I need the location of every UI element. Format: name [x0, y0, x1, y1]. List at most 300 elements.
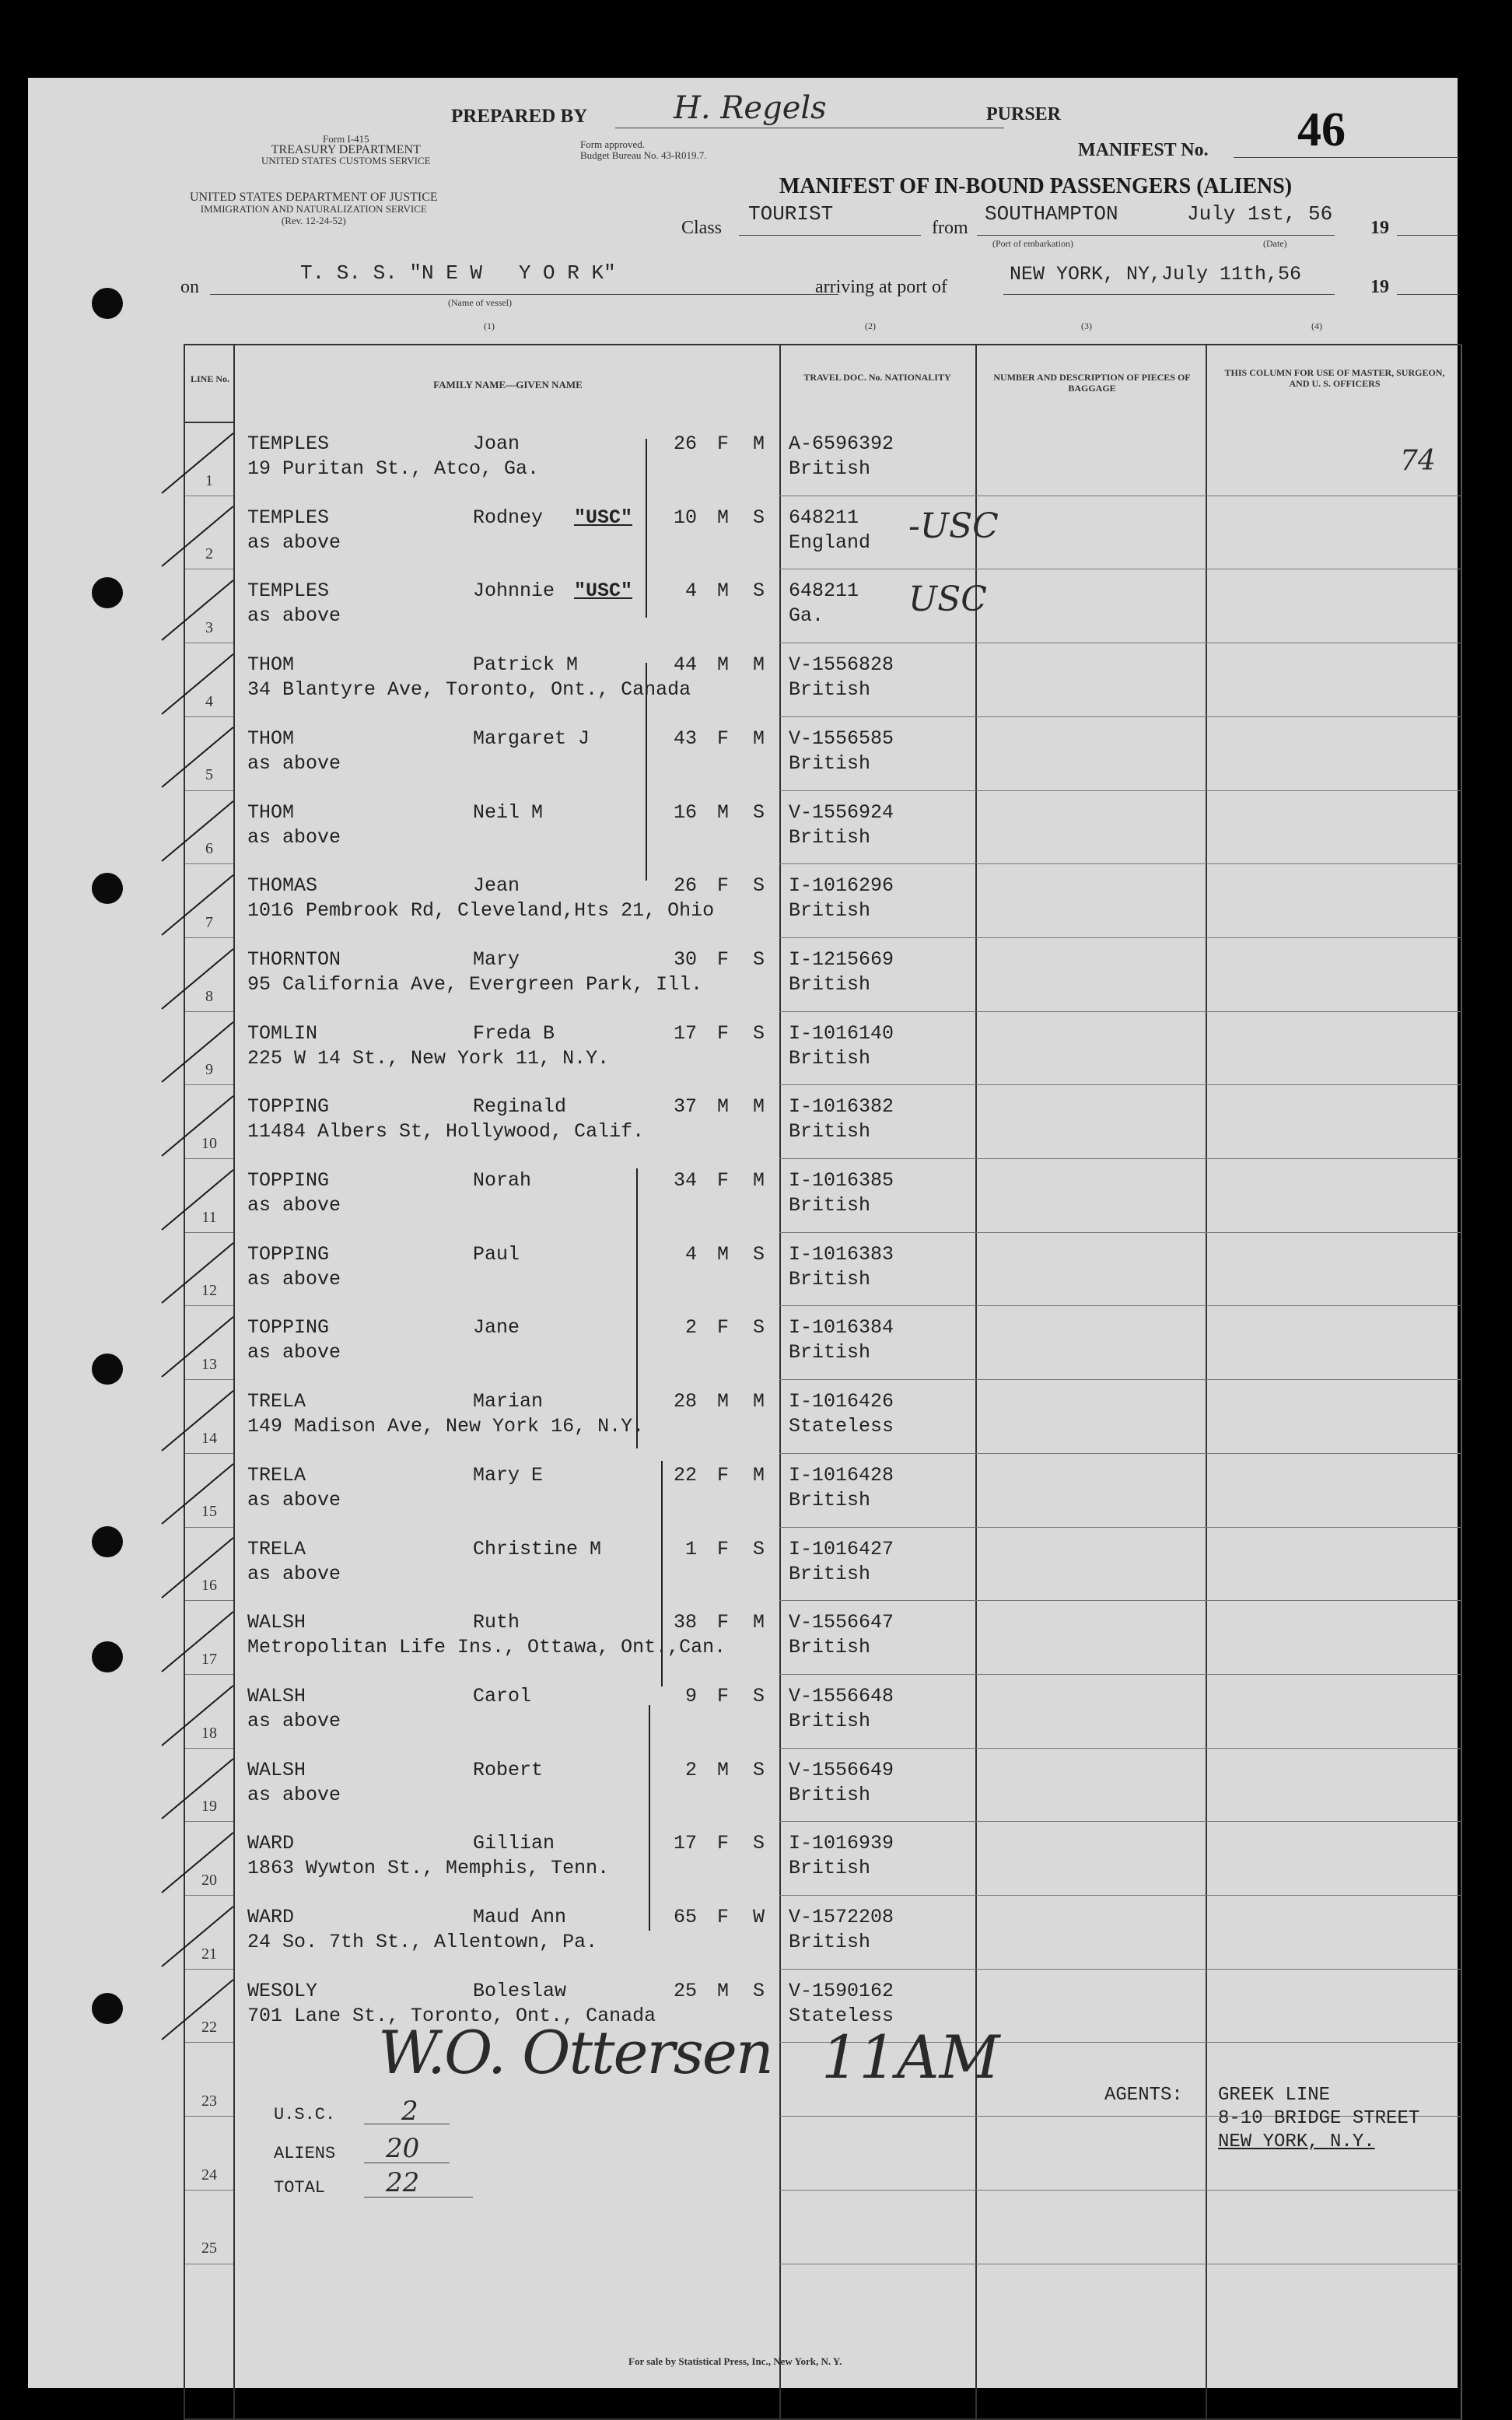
travel-doc-number: V-1556585 [789, 727, 894, 750]
travel-doc-number: I-1016296 [789, 874, 894, 898]
sex: F [717, 1611, 730, 1634]
binder-hole [92, 873, 123, 904]
given-name: Jane [473, 1316, 520, 1340]
family-brace [646, 439, 647, 618]
sex: F [717, 1169, 730, 1192]
nationality: British [789, 972, 871, 996]
nationality: British [789, 1046, 871, 1070]
marital-status: S [753, 1832, 765, 1855]
table-row [185, 1011, 1461, 1084]
nationality: British [789, 1488, 871, 1511]
given-name: Neil M [473, 800, 544, 824]
form-approved: Form approved. [580, 138, 646, 150]
printer-footer: For sale by Statistical Press, Inc., New York, N. Y. [628, 2355, 842, 2367]
given-name: Johnnie [473, 580, 555, 603]
sex: F [717, 1906, 730, 1928]
nationality: British [789, 1267, 871, 1291]
age: 65 [673, 1906, 697, 1928]
table-row [185, 1895, 1461, 1968]
year-prefix: 19 [1370, 218, 1389, 238]
sex: F [717, 727, 730, 750]
col-number-3: (3) [1081, 320, 1092, 331]
given-name: Ruth [473, 1611, 520, 1634]
age: 17 [673, 1021, 697, 1045]
travel-doc-number: V-1556647 [789, 1611, 894, 1634]
given-name: Freda B [473, 1021, 555, 1045]
travel-doc-number: 648211 [789, 506, 859, 529]
grand-total: 22 [386, 2167, 420, 2198]
given-name: Mary [473, 947, 520, 971]
line-number: 25 [201, 2240, 217, 2257]
address: as above [247, 825, 341, 849]
family-name: WARD [247, 1906, 295, 1928]
given-name: Margaret J [473, 727, 590, 750]
vessel-name: T. S. S. "N E W Y O R K" [300, 261, 616, 285]
family-name: TEMPLES [247, 433, 330, 455]
aliens-label: ALIENS [274, 2144, 336, 2163]
family-name: TRELA [247, 1463, 306, 1487]
form-number-block [261, 134, 431, 166]
family-name: TOPPING [247, 1316, 330, 1340]
table-row [185, 790, 1461, 863]
marital-status: S [753, 947, 765, 971]
usc-total: 2 [401, 2096, 418, 2127]
sex: F [717, 433, 730, 455]
marital-status: M [753, 1611, 765, 1634]
address: as above [247, 604, 341, 628]
travel-doc-number: V-1572208 [789, 1906, 894, 1928]
sex: M [717, 580, 730, 603]
total-underline [364, 2197, 473, 2198]
travel-doc-number: I-1016939 [789, 1832, 894, 1855]
table-row [185, 1084, 1461, 1157]
class-label: Class [681, 218, 723, 238]
time-note: 11AM [821, 2023, 1000, 2092]
given-name: Maud Ann [473, 1906, 567, 1928]
nationality: British [789, 1562, 871, 1585]
year-underline-2 [1397, 294, 1459, 295]
table-row [185, 1748, 1461, 1821]
address: 1016 Pembrook Rd, Cleveland,Hts 21, Ohio [247, 899, 715, 923]
address: 24 So. 7th St., Allentown, Pa. [247, 1931, 598, 1953]
date-caption: (Date) [1263, 238, 1287, 249]
usc-tag: "USC" [574, 506, 633, 529]
family-name: THOMAS [247, 874, 318, 898]
age: 34 [673, 1169, 697, 1192]
age: 2 [684, 1758, 697, 1781]
family-name: THOM [247, 727, 295, 750]
line-number: 5 [205, 766, 213, 784]
address: Metropolitan Life Ins., Ottawa, Ont.,Can. [247, 1636, 726, 1659]
col-number-2: (2) [865, 320, 876, 331]
table-row [185, 496, 1461, 569]
travel-doc-number: I-1016426 [789, 1390, 894, 1413]
nationality: British [789, 1931, 871, 1953]
usc-label: U.S.C. [274, 2105, 336, 2124]
table-row [185, 1821, 1461, 1894]
given-name: Carol [473, 1684, 532, 1707]
handwritten-note: USC [908, 580, 987, 620]
family-name: TOPPING [247, 1242, 330, 1266]
address: as above [247, 531, 341, 554]
travel-doc-number: I-1016385 [789, 1169, 894, 1192]
date-underline [1173, 235, 1335, 236]
line-number: 21 [201, 1945, 217, 1963]
nationality: British [789, 1783, 871, 1806]
family-name: WESOLY [247, 1979, 318, 2002]
table-row [185, 643, 1461, 716]
address: 149 Madison Ave, New York 16, N.Y. [247, 1415, 645, 1438]
sex: M [717, 800, 730, 824]
family-name: THOM [247, 653, 295, 677]
family-brace [649, 1705, 650, 1931]
sex: M [717, 1242, 730, 1266]
line-number: 15 [201, 1503, 217, 1521]
travel-doc-number: V-1556648 [789, 1684, 894, 1707]
age: 16 [673, 800, 697, 824]
table-row [185, 1600, 1461, 1673]
address: as above [247, 1709, 341, 1732]
col-number-4: (4) [1311, 320, 1322, 331]
from-label: from [932, 218, 968, 238]
table-row [185, 863, 1461, 937]
travel-doc-number: I-1016428 [789, 1463, 894, 1487]
binder-hole [92, 1993, 123, 2024]
line-number: 2 [205, 545, 213, 563]
address: as above [247, 1341, 341, 1364]
given-name: Robert [473, 1758, 544, 1781]
table-row [185, 1232, 1461, 1305]
sex: M [717, 506, 730, 529]
marital-status: S [753, 1537, 765, 1560]
sex: F [717, 1684, 730, 1707]
address: 701 Lane St., Toronto, Ont., Canada [247, 2004, 656, 2027]
address: as above [247, 1267, 341, 1291]
table-row [185, 1158, 1461, 1231]
family-brace [646, 663, 647, 881]
year-prefix-2: 19 [1370, 277, 1389, 297]
given-name: Boleslaw [473, 1979, 567, 2002]
line-number: 13 [201, 1356, 217, 1374]
travel-doc-number: I-1016384 [789, 1316, 894, 1340]
table-row [185, 1305, 1461, 1378]
agents-line-1: GREEK LINE [1218, 2085, 1331, 2106]
travel-doc-number: A-6596392 [789, 433, 894, 455]
marital-status: M [753, 1463, 765, 1487]
line-number: 14 [201, 1429, 217, 1447]
class-underline [739, 235, 921, 236]
family-name: TEMPLES [247, 506, 330, 529]
family-brace [636, 1168, 638, 1448]
family-name: WALSH [247, 1758, 306, 1781]
nationality: Stateless [789, 2004, 894, 2027]
marital-status: S [753, 1316, 765, 1340]
aliens-total: 20 [386, 2133, 420, 2164]
budget-bureau: Budget Bureau No. 43-R019.7. [580, 149, 707, 161]
age: 9 [684, 1684, 697, 1707]
form-revision: (Rev. 12-24-52) [281, 215, 346, 226]
sex: F [717, 1463, 730, 1487]
manifest-number-underline [1234, 157, 1459, 158]
given-name: Jean [473, 874, 520, 898]
manifest-sheet [28, 78, 1458, 2388]
age: 2 [684, 1316, 697, 1340]
marital-status: M [753, 1169, 765, 1192]
arriving-label: arriving at port of [815, 277, 947, 297]
given-name: Norah [473, 1169, 532, 1192]
family-name: WARD [247, 1832, 295, 1855]
line-number: 11 [201, 1208, 217, 1226]
nationality: England [789, 531, 871, 554]
line-number: 1 [205, 471, 213, 489]
family-name: THORNTON [247, 947, 341, 971]
line-number: 4 [205, 692, 213, 710]
family-name: TOPPING [247, 1169, 330, 1192]
travel-doc-number: V-1556828 [789, 653, 894, 677]
nationality: British [789, 1709, 871, 1732]
manifest-number-label: MANIFEST No. [1078, 140, 1209, 160]
binder-hole [92, 1641, 123, 1672]
line-number: 7 [205, 913, 213, 931]
nationality: British [789, 1636, 871, 1659]
address: as above [247, 1194, 341, 1217]
age: 25 [673, 1979, 697, 2002]
marital-status: W [753, 1906, 765, 1928]
age: 1 [684, 1537, 697, 1560]
sex: F [717, 947, 730, 971]
table-row [185, 1453, 1461, 1526]
travel-doc-number: I-1016382 [789, 1095, 894, 1119]
binder-hole [92, 288, 123, 319]
address: 11484 Albers St, Hollywood, Calif. [247, 1120, 645, 1143]
total-label: TOTAL [274, 2178, 326, 2198]
marital-status: S [753, 506, 765, 529]
travel-doc-number: I-1215669 [789, 947, 894, 971]
sex: F [717, 1537, 730, 1560]
marital-status: M [753, 433, 765, 455]
family-name: TRELA [247, 1537, 306, 1560]
age: 43 [673, 727, 697, 750]
treasury-dept: TREASURY DEPARTMENT [271, 143, 421, 156]
marital-status: S [753, 800, 765, 824]
table-row [185, 937, 1461, 1010]
age: 17 [673, 1832, 697, 1855]
sex: M [717, 1979, 730, 2002]
nationality: British [789, 1341, 871, 1364]
family-name: TEMPLES [247, 580, 330, 603]
age: 26 [673, 874, 697, 898]
given-name: Paul [473, 1242, 520, 1266]
travel-doc-number: I-1016140 [789, 1021, 894, 1045]
year-underline [1397, 235, 1459, 236]
arrival-underline [1003, 294, 1335, 295]
age: 44 [673, 653, 697, 677]
travel-doc-number: V-1556924 [789, 800, 894, 824]
given-name: Christine M [473, 1537, 602, 1560]
embarkation-date: July 1st, 56 [1187, 202, 1333, 226]
marital-status: M [753, 653, 765, 677]
table-row [185, 422, 1461, 495]
customs-service: UNITED STATES CUSTOMS SERVICE [261, 155, 431, 166]
col-number-1: (1) [484, 320, 495, 331]
family-brace [661, 1461, 663, 1686]
marital-status: S [753, 1242, 765, 1266]
sex: M [717, 1390, 730, 1413]
line-number: 22 [201, 2019, 217, 2037]
sex: M [717, 1758, 730, 1781]
table-row [185, 1527, 1461, 1600]
sex: F [717, 1316, 730, 1340]
travel-doc-number: V-1590162 [789, 1979, 894, 2002]
table-row [185, 569, 1461, 642]
line-number: 23 [201, 2093, 217, 2110]
agents-line-3: NEW YORK, N.Y. [1218, 2131, 1375, 2152]
table-row [185, 1674, 1461, 1747]
family-name: TRELA [247, 1390, 306, 1413]
sex: F [717, 1021, 730, 1045]
binder-hole [92, 577, 123, 608]
line-number: 24 [201, 2166, 217, 2184]
nationality: Stateless [789, 1415, 894, 1438]
age: 4 [684, 580, 697, 603]
travel-doc-number: 648211 [789, 580, 859, 603]
family-name: WALSH [247, 1611, 306, 1634]
address: 34 Blantyre Ave, Toronto, Ont., Canada [247, 678, 691, 702]
age: 30 [673, 947, 697, 971]
marital-status: S [753, 874, 765, 898]
line-number: 8 [205, 987, 213, 1005]
table-row [185, 1379, 1461, 1452]
line-number: 9 [205, 1061, 213, 1079]
col-officers: THIS COLUMN FOR USE OF MASTER, SURGEON, AND U. S. OFFICERS [1224, 367, 1445, 389]
marital-status: M [753, 727, 765, 750]
given-name: Mary E [473, 1463, 544, 1487]
form-number: Form I-415 [323, 133, 369, 145]
marital-status: S [753, 1021, 765, 1045]
given-name: Joan [473, 433, 520, 455]
nationality: British [789, 1120, 871, 1143]
manifest-number: 46 [1297, 103, 1346, 156]
family-name: TOPPING [247, 1095, 330, 1119]
sex: M [717, 653, 730, 677]
nationality: British [789, 751, 871, 775]
officer-note: 74 [1400, 445, 1436, 477]
col-line-no: LINE No. [190, 373, 229, 384]
prepared-by-signature: H. Regels [674, 90, 827, 126]
age: 22 [673, 1463, 697, 1487]
nationality: British [789, 457, 871, 480]
address: as above [247, 1488, 341, 1511]
address: 95 California Ave, Evergreen Park, Ill. [247, 972, 703, 996]
marital-status: M [753, 1390, 765, 1413]
purser-label: PURSER [986, 104, 1062, 124]
line-number: 12 [201, 1282, 217, 1300]
line-number: 3 [205, 619, 213, 637]
col-family-name: FAMILY NAME—GIVEN NAME [433, 379, 583, 390]
ins-title: IMMIGRATION AND NATURALIZATION SERVICE [200, 203, 427, 215]
given-name: Patrick M [473, 653, 579, 677]
address: 19 Puritan St., Atco, Ga. [247, 457, 540, 480]
given-name: Marian [473, 1390, 544, 1413]
age: 28 [673, 1390, 697, 1413]
address: as above [247, 1562, 341, 1585]
agents-line-2: 8-10 BRIDGE STREET [1218, 2108, 1420, 2129]
line-number: 6 [205, 840, 213, 858]
officer-signature: W.O. Ottersen [378, 2018, 772, 2087]
col-baggage: NUMBER AND DESCRIPTION OF PIECES OF BAGGAGE [993, 372, 1191, 394]
line-number: 19 [201, 1798, 217, 1816]
class-value: TOURIST [748, 202, 834, 226]
handwritten-note: -USC [908, 506, 999, 546]
line-number: 17 [201, 1650, 217, 1668]
nationality: British [789, 1857, 871, 1880]
given-name: Reginald [473, 1095, 567, 1119]
line-number: 10 [201, 1134, 217, 1152]
nationality: British [789, 1194, 871, 1217]
col-travel-doc: TRAVEL DOC. No. NATIONALITY [803, 372, 951, 383]
age: 4 [684, 1242, 697, 1266]
travel-doc-number: V-1556649 [789, 1758, 894, 1781]
port-of-embarkation: SOUTHAMPTON [985, 202, 1118, 226]
age: 10 [673, 506, 697, 529]
arrival-port-date: NEW YORK, NY,July 11th,56 [1010, 263, 1302, 285]
marital-status: S [753, 1758, 765, 1781]
family-name: WALSH [247, 1684, 306, 1707]
table-row [185, 716, 1461, 790]
binder-hole [92, 1354, 123, 1385]
marital-status: M [753, 1095, 765, 1119]
travel-doc-number: I-1016427 [789, 1537, 894, 1560]
travel-doc-number: I-1016383 [789, 1242, 894, 1266]
binder-hole [92, 1526, 123, 1557]
sex: F [717, 1832, 730, 1855]
given-name: Rodney [473, 506, 544, 529]
doj-block [190, 191, 438, 226]
given-name: Gillian [473, 1832, 555, 1855]
nationality: British [789, 899, 871, 923]
agents-label: AGENTS: [1104, 2085, 1183, 2106]
marital-status: S [753, 580, 765, 603]
sex: M [717, 1095, 730, 1119]
address: 225 W 14 St., New York 11, N.Y. [247, 1046, 610, 1070]
port-caption: (Port of embarkation) [992, 238, 1073, 249]
line-number: 20 [201, 1871, 217, 1889]
address: as above [247, 1783, 341, 1806]
age: 26 [673, 433, 697, 455]
vessel-caption: (Name of vessel) [448, 297, 512, 308]
family-name: THOM [247, 800, 295, 824]
prepared-by-label: PREPARED BY [451, 106, 588, 127]
usc-tag: "USC" [574, 580, 633, 603]
doj-title: UNITED STATES DEPARTMENT OF JUSTICE [190, 191, 438, 204]
line-number: 18 [201, 1724, 217, 1742]
address: as above [247, 751, 341, 775]
address: 1863 Wywton St., Memphis, Tenn. [247, 1857, 610, 1880]
marital-status: S [753, 1979, 765, 2002]
nationality: British [789, 825, 871, 849]
nationality: Ga. [789, 604, 824, 628]
table-row [185, 2190, 1461, 2263]
age: 37 [673, 1095, 697, 1119]
family-name: TOMLIN [247, 1021, 318, 1045]
nationality: British [789, 678, 871, 702]
on-label: on [180, 277, 199, 297]
sex: F [717, 874, 730, 898]
vessel-underline [210, 294, 838, 295]
age: 38 [673, 1611, 697, 1634]
line-number: 16 [201, 1577, 217, 1595]
marital-status: S [753, 1684, 765, 1707]
